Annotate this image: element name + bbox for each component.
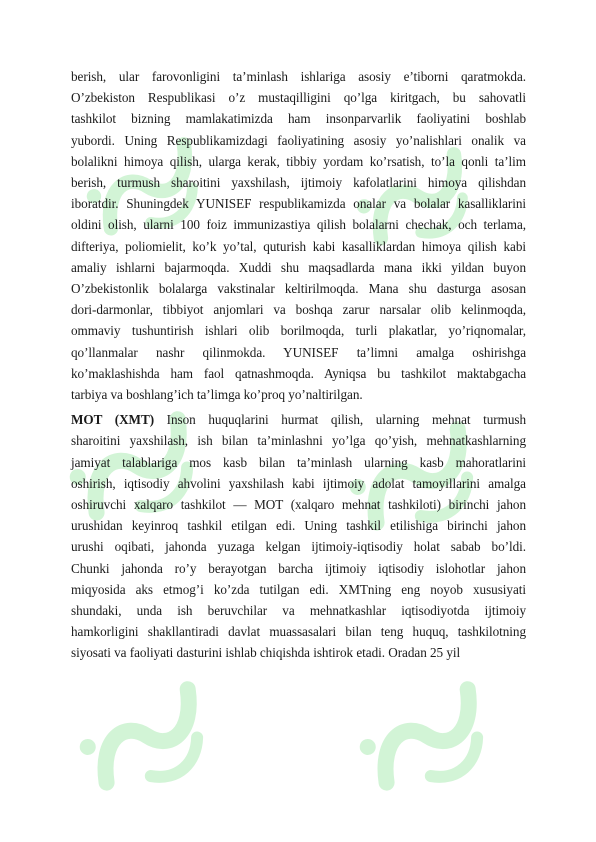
text-line: urushidan keyinroq tashkil etilgan edi. Uning tashkil etilishiga birinchi jahon (71, 518, 526, 534)
text-line: urushi oqibati, jahonda yuzaga kelgan ijtimoiy-iqtisodiy holat sabab bo’ldi. (71, 539, 526, 555)
text-line (71, 409, 526, 430)
text-line: O’zbekistonlik bolalarga vakstinalar keltirilmoqda. Mana shu dasturga asosan (71, 281, 526, 297)
text-line: tarbiya va boshlang’ich ta’limga ko’proq yo’naltirilgan. (71, 387, 363, 403)
paragraph-lead: MOT (XMT) (71, 412, 155, 428)
text-line: hamkorligini shakllantiradi davlat muassasalari bilan teng huquq, tashkilotning (71, 624, 526, 640)
text-line: jamiyat talablariga mos kasb bilan ta’minlash ularning kasb mahoratlarini (71, 454, 526, 470)
text-line: oshirish, iqtisodiy ahvolini yaxshilash kabi ijtimoiy adolat tamoyillarini amalga (71, 475, 526, 491)
text-line: yubordi. Uning Respublikamizdagi faoliyatining asosiy yo’nalishlari onalik va (71, 132, 526, 148)
paragraph-ilo (71, 409, 526, 663)
text-line: shundaki, unda ish beruvchilar va mehnatkashlar iqtisodiyotda ijtimoiy (71, 603, 526, 619)
text-line: oshiruvchi xalqaro tashkilot — MOT (xalqaro mehnat tashkiloti) birinchi jahon (71, 497, 526, 513)
text-line: berish, turmush sharoitini yaxshilash, ijtimoiy kafolatlarini himoya qilishdan (71, 175, 526, 191)
text-line: bolalikni himoya qilish, ularga kerak, tibbiy yordam ko’rsatish, to’la qonli ta’lim (71, 153, 526, 169)
text-line: difteriya, poliomielit, ko’k yo’tal, quturish kabi kasalliklardan himoya qilish kabi (71, 238, 526, 254)
watermark-mark (77, 674, 224, 811)
paragraph-unicef (71, 66, 526, 405)
text-line: miqyosida aks etmog’i ko’zda tutilgan edi. XMTning eng noyob xususiyati (71, 581, 526, 597)
document-body (71, 66, 526, 664)
text-line: oldini olish, ularni 100 foiz immunizastiya qilish bolalarni chechak, och terlama, (71, 217, 526, 233)
text-line: iboratdir. Shuningdek YUNISEF respublikamizda onalar va bolalar kasalliklarini (71, 196, 526, 212)
text-line: ko’maklashishda ham faol qatnashmoqda. Ayniqsa bu tashkilot maktabgacha (71, 365, 526, 381)
text-line: qo’llanmalar nashr qilinmokda. YUNISEF ta’limni amalga oshirishga (71, 344, 526, 360)
text-line: tashkilot bizning mamlakatimizda ham insonparvarlik faoliyatini boshlab (71, 111, 526, 127)
watermark-mark (357, 674, 504, 811)
text-line: dori-darmonlar, tibbiyot anjomlari va boshqa zarur narsalar olib kelinmoqda, (71, 302, 526, 318)
text-line: sharoitini yaxshilash, ish bilan ta’minlashni yo’lga qo’yish, mehnatkashlarning (71, 433, 526, 449)
text-line: Chunki jahonda ro’y berayotgan barcha ijtimoiy iqtisodiy islohotlar jahon (71, 560, 526, 576)
text-line: amaliy ishlarni bajarmoqda. Xuddi shu maqsadlarda mana ikki yildan buyon (71, 259, 526, 275)
text-line: berish, ular farovonligini ta’minlash ishlariga asosiy e’tiborni qaratmokda. (71, 69, 526, 84)
text-line-content: Inson huquqlarini hurmat qilish, ularning mehnat turmush (154, 412, 526, 428)
text-line: siyosati va faoliyati dasturini ishlab chiqishda ishtirok etadi. Oradan 25 yil (71, 645, 461, 661)
text-line: ommaviy tushuntirish ishlari olib borilmoqda, turli plakatlar, yo’riqnomalar, (71, 323, 526, 339)
text-line: O’zbekiston Respublikasi o’z mustaqilligini qo’lga kiritgach, bu sahovatli (71, 90, 526, 106)
